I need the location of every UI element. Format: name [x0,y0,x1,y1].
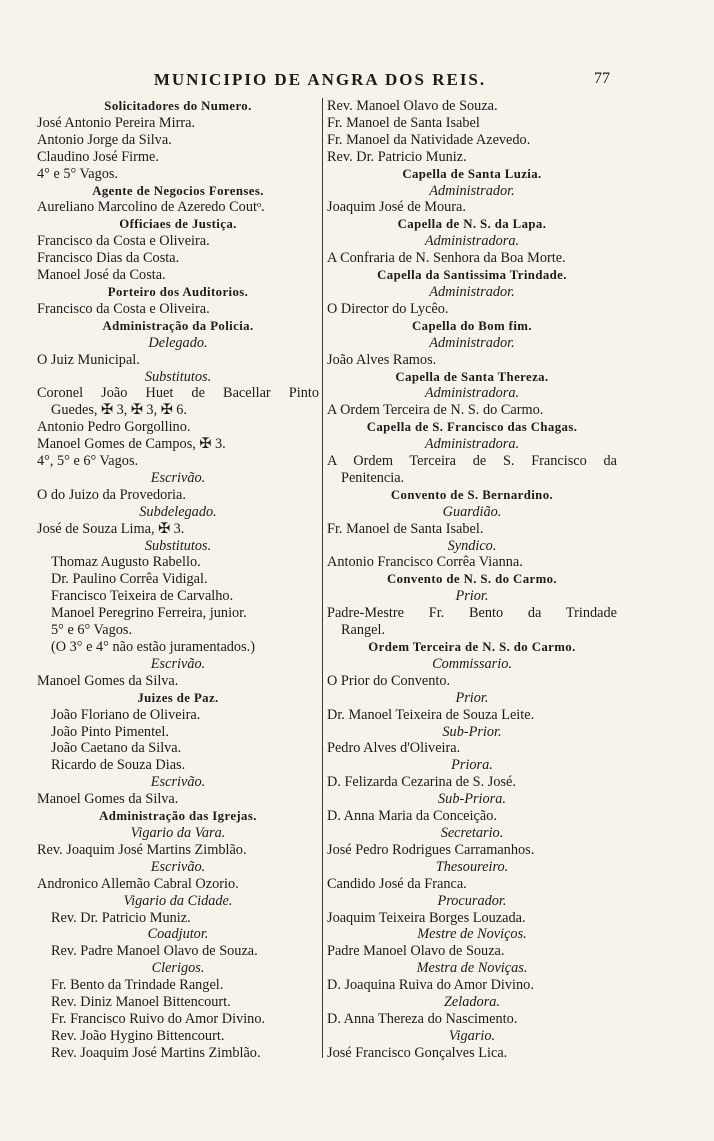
right-role-title: Commissario. [432,655,512,672]
left-entry-line: João Pinto Pimentel. [51,723,169,740]
left-role-title: Escrivão. [150,655,206,672]
left-entry-line: Francisco da Costa e Oliveira. [37,300,210,317]
left-entry-line: 5° e 6° Vagos. [51,622,133,639]
left-entry-line: Manoel José da Costa. [37,267,166,284]
right-role-title: Vigario. [448,1027,496,1044]
right-role-title: Guardião. [442,503,502,520]
right-role-title: Priora. [451,757,493,774]
right-entry-line: Padre Manoel Olavo de Souza. [327,943,505,960]
left-entry-line: João Floriano de Oliveira. [51,706,201,723]
right-entry-line: A Confraria de N. Senhora da Boa Morte. [327,250,566,267]
right-entry-line: A Ordem Terceira de N. S. do Carmo. [327,402,544,419]
right-section-heading: Capella de S. Francisco das Chagas. [366,420,578,435]
left-entry-line: Fr. Francisco Ruivo do Amor Divino. [51,1010,266,1027]
left-entry-line: Rev. Dr. Patricio Muniz. [51,909,191,926]
right-role-title: Administradora. [424,233,520,250]
left-entry-line: Rev. Joaquim José Martins Zimblão. [51,1044,261,1061]
left-entry-line: Antonio Pedro Gorgollino. [37,419,191,436]
right-entry-line: O Director do Lycêo. [327,300,449,317]
left-entry-line: Ricardo de Souza Dias. [51,757,186,774]
right-entry-line: D. Joaquina Ruiva do Amor Divino. [327,977,534,994]
right-role-title: Prior. [455,588,489,605]
left-role-title: Coadjutor. [147,926,209,943]
left-role-title: Escrivão. [150,858,206,875]
right-entry-line: D. Anna Maria da Conceição. [327,808,497,825]
right-role-title: Prior. [455,689,489,706]
left-section-heading: Solicitadores do Numero. [104,99,252,113]
right-entry-line: Fr. Manoel de Santa Isabel [327,114,480,131]
left-entry-line: José Antonio Pereira Mirra. [37,114,196,131]
right-role-title: Zeladora. [443,994,500,1011]
right-entry-line: Joaquim Teixeira Borges Louzada. [327,909,526,926]
right-role-title: Administrador. [429,334,515,351]
left-role-title: Substitutos. [144,368,212,385]
page-title: MUNICIPIO DE ANGRA DOS REIS. [153,70,487,89]
left-entry-line: Thomaz Augusto Rabello. [51,554,201,571]
left-entry-line: Rev. João Hygino Bittencourt. [51,1027,225,1044]
left-entry-line: Coronel João Huet de Bacellar Pinto [37,385,319,402]
left-entry-line: Fr. Bento da Trindade Rangel. [51,977,224,994]
page-header [0,70,714,96]
right-role-title: Administradora. [424,385,520,402]
right-entry-line: Padre-Mestre Fr. Bento da Trindade [327,605,617,622]
right-entry-line: Fr. Manoel da Natividade Azevedo. [327,131,531,148]
left-role-title: Clerigos. [151,960,205,977]
left-entry-line: Manoel Gomes de Campos, ✠ 3. [37,436,226,453]
column-divider [322,98,323,1058]
right-entry-line: José Francisco Gonçalves Lica. [327,1044,508,1061]
right-entry-line: Penitencia. [341,469,405,486]
left-section-heading: Administração das Igrejas. [99,809,257,824]
left-entry-line: O do Juizo da Provedoria. [37,486,186,503]
right-entry-line: D. Felizarda Cezarina de S. José. [327,774,516,791]
left-entry-line: 4°, 5° e 6° Vagos. [37,453,139,470]
left-section-heading: Officiaes de Justiça. [119,217,237,232]
left-entry-line: José de Souza Lima, ✠ 3. [37,520,185,537]
right-entry-line: A Ordem Terceira de S. Francisco da [327,453,617,470]
right-entry-line: Candido José da Franca. [327,875,467,892]
left-entry-line: Andronico Allemão Cabral Ozorio. [37,875,239,892]
right-entry-line: Rev. Manoel Olavo de Souza. [327,98,498,114]
right-section-heading: Capella de N. S. da Lapa. [397,217,547,232]
left-section-heading: Agente de Negocios Forenses. [92,183,264,198]
left-entry-line: Antonio Jorge da Silva. [37,131,172,148]
right-section-heading: Convento de S. Bernardino. [390,487,554,502]
page-number: 77 [594,70,610,87]
left-role-title: Substitutos. [144,537,212,554]
right-role-title: Secretario. [440,824,504,841]
right-entry-line: Joaquim José de Moura. [327,199,466,216]
right-section-heading: Ordem Terceira de N. S. do Carmo. [368,640,576,654]
left-section-heading: Administração da Policia. [102,318,254,333]
right-entry-line: D. Anna Thereza do Nascimento. [327,1010,518,1027]
right-role-title: Mestra de Noviças. [416,960,528,977]
left-entry-line: Manoel Gomes da Silva. [37,791,179,808]
left-role-title: Vigario da Cidade. [123,892,233,909]
right-section-heading: Convento de N. S. do Carmo. [386,572,558,587]
left-section-heading: Juizes de Paz. [137,690,219,705]
left-entry-line: Rev. Diniz Manoel Bittencourt. [51,994,231,1011]
left-entry-line: O Juiz Municipal. [37,351,140,368]
right-entry-line: Fr. Manoel de Santa Isabel. [327,520,484,537]
left-role-title: Escrivão. [150,469,206,486]
left-entry-line: Francisco da Costa e Oliveira. [37,233,210,250]
right-section-heading: Capella do Bom fim. [412,318,532,333]
left-entry-line: Francisco Dias da Costa. [37,250,180,267]
right-role-title: Administrador. [429,182,515,199]
right-entry-line: João Alves Ramos. [327,351,437,368]
right-role-title: Administradora. [424,436,520,453]
left-entry-line: Manoel Peregrino Ferreira, junior. [51,605,247,622]
left-entry-line: Guedes, ✠ 3, ✠ 3, ✠ 6. [51,402,188,419]
left-entry-line: 4° e 5° Vagos. [37,165,119,182]
right-entry-line: Antonio Francisco Corrêa Vianna. [327,554,523,571]
left-column [37,98,319,1062]
right-role-title: Thesoureiro. [435,858,509,875]
left-section-heading: Porteiro dos Auditorios. [107,284,249,299]
left-entry-line: Dr. Paulino Corrêa Vidigal. [51,571,208,588]
left-entry-line: Francisco Teixeira de Carvalho. [51,588,234,605]
right-role-title: Sub-Priora. [438,791,506,808]
left-entry-line: (O 3° e 4° não estão juramentados.) [51,639,255,655]
right-role-title: Administrador. [429,283,515,300]
right-entry-line: O Prior do Convento. [327,672,451,689]
right-role-title: Procurador. [437,892,507,909]
right-entry-line: Rangel. [341,622,386,639]
left-role-title: Delegado. [148,334,208,351]
right-role-title: Mestre de Noviços. [417,926,527,943]
left-role-title: Subdelegado. [139,503,217,520]
right-section-heading: Capella de Santa Thereza. [395,369,549,384]
left-entry-line: Claudino José Firme. [37,148,159,165]
left-role-title: Escrivão. [150,774,206,791]
right-entry-line: Dr. Manoel Teixeira de Souza Leite. [327,706,535,723]
left-entry-line: Manoel Gomes da Silva. [37,672,179,689]
left-entry-line: Rev. Padre Manoel Olavo de Souza. [51,943,258,960]
left-entry-line: João Caetano da Silva. [51,740,182,757]
left-role-title: Vigario da Vara. [130,824,226,841]
right-role-title: Syndico. [447,537,497,554]
right-role-title: Sub-Prior. [442,723,502,740]
left-entry-line: Rev. Joaquim José Martins Zimblão. [37,841,247,858]
left-entry-line: Aureliano Marcolino de Azeredo Coutᵒ. [37,199,265,216]
right-section-heading: Capella de Santa Luzia. [402,166,542,181]
right-entry-line: Rev. Dr. Patricio Muniz. [327,148,467,165]
right-entry-line: Pedro Alves d'Oliveira. [327,740,461,757]
right-entry-line: José Pedro Rodrigues Carramanhos. [327,841,535,858]
right-section-heading: Capella da Santissima Trindade. [377,268,567,283]
right-column [327,98,617,1062]
